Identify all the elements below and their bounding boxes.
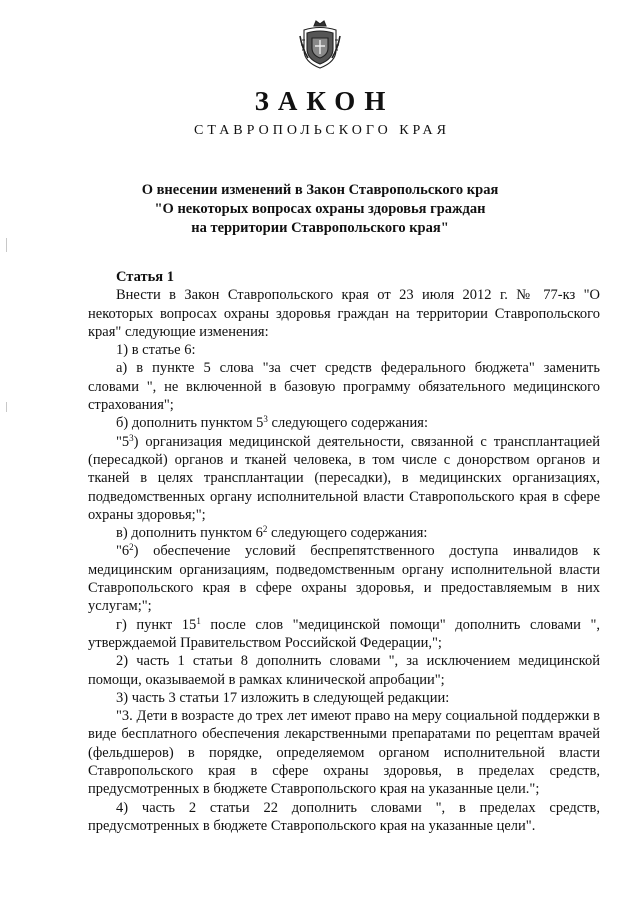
law-title: ЗАКОН	[254, 86, 395, 116]
paragraph	[88, 524, 600, 542]
paragraph	[88, 616, 600, 653]
superscript: 2	[262, 524, 268, 535]
article-intro: Внести в Закон Ставропольского края от 23 июля 2012 г. № 77-кз "О некоторых вопросах охраны здоровья граждан на территории Ставропольского края" следующие изменения:	[88, 287, 600, 340]
superscript: 3	[263, 414, 268, 425]
superscript: 3	[129, 432, 134, 443]
paragraph-text: следующего содержания:	[267, 525, 428, 542]
law-subtitle: СТАВРОПОЛЬСКОГО КРАЯ	[194, 123, 450, 138]
paragraph	[88, 542, 600, 615]
paragraph-text: после слов "медицинской помощи" дополнить словами ", утверждаемой Правительством Российской Федерации,";	[88, 616, 600, 651]
superscript: 2	[129, 542, 134, 553]
paragraph-text: в) дополнить пунктом 6	[116, 525, 263, 542]
paragraph-text: г) пункт 15	[116, 616, 197, 633]
paragraph: а) в пункте 5 слова "за счет средств федерального бюджета" заменить словами ", не включенной в базовую программу обязательного медицинского страхования";	[88, 360, 600, 414]
paragraph: 4) часть 2 статьи 22 дополнить словами ", в пределах средств, предусмотренных в бюджете Ставропольского края на указанные цели".	[88, 799, 600, 834]
coat-of-arms-emblem	[298, 18, 342, 70]
scan-mark	[6, 238, 7, 252]
paragraph-text: б) дополнить пунктом 5	[116, 415, 264, 432]
paragraph-text: ) организация медицинской деятельности, связанной с трансплантацией (пересадкой) органов и тканей человека, в том числе с донорством органов и тканей в целях трансплантации (пересадки), в медицинских организациях, подведомственных органу исполнительной власти Ставропольского края в сфере охраны здоровья;";	[88, 433, 600, 523]
paragraph: 3) часть 3 статьи 17 изложить в следующей редакции:	[116, 689, 450, 706]
scan-mark	[6, 402, 7, 412]
paragraph-text: "6	[116, 543, 130, 560]
article-title: Статья 1	[116, 269, 174, 285]
paragraph-text: "5	[116, 433, 130, 450]
paragraph: 2) часть 1 статьи 8 дополнить словами ", за исключением медицинской помощи, оказываемой в рамках клинической апробации";	[88, 653, 600, 688]
paragraph: "3. Дети в возрасте до трех лет имеют право на меру социальной поддержки в виде бесплатного обеспечения лекарственными препаратами по рецептам врачей (фельдшеров) в порядке, определяемом органом исполнительной власти Ставропольского края в сфере охраны здоровья, в пределах средств, предусмотренных в бюджете Ставропольского края на указанные цели.";	[88, 708, 600, 798]
paragraph	[88, 433, 600, 524]
article-body	[88, 268, 600, 835]
heading-line: на территории Ставропольского края"	[191, 220, 449, 236]
paragraph	[88, 414, 600, 432]
paragraph-text: ) обеспечение условий беспрепятственного доступа инвалидов к медицинским организациям, подведомственным органу исполнительной власти Ставропольского края в сфере охраны здоровья, и предоставляемым в них услугам;";	[88, 543, 600, 615]
document-heading	[0, 181, 640, 238]
paragraph: 1) в статье 6:	[116, 342, 196, 359]
heading-line: О внесении изменений в Закон Ставропольского края	[141, 182, 499, 198]
heading-line: "О некоторых вопросах охраны здоровья граждан	[154, 201, 486, 217]
paragraph-text: следующего содержания:	[267, 415, 428, 432]
superscript: 1	[196, 615, 201, 626]
